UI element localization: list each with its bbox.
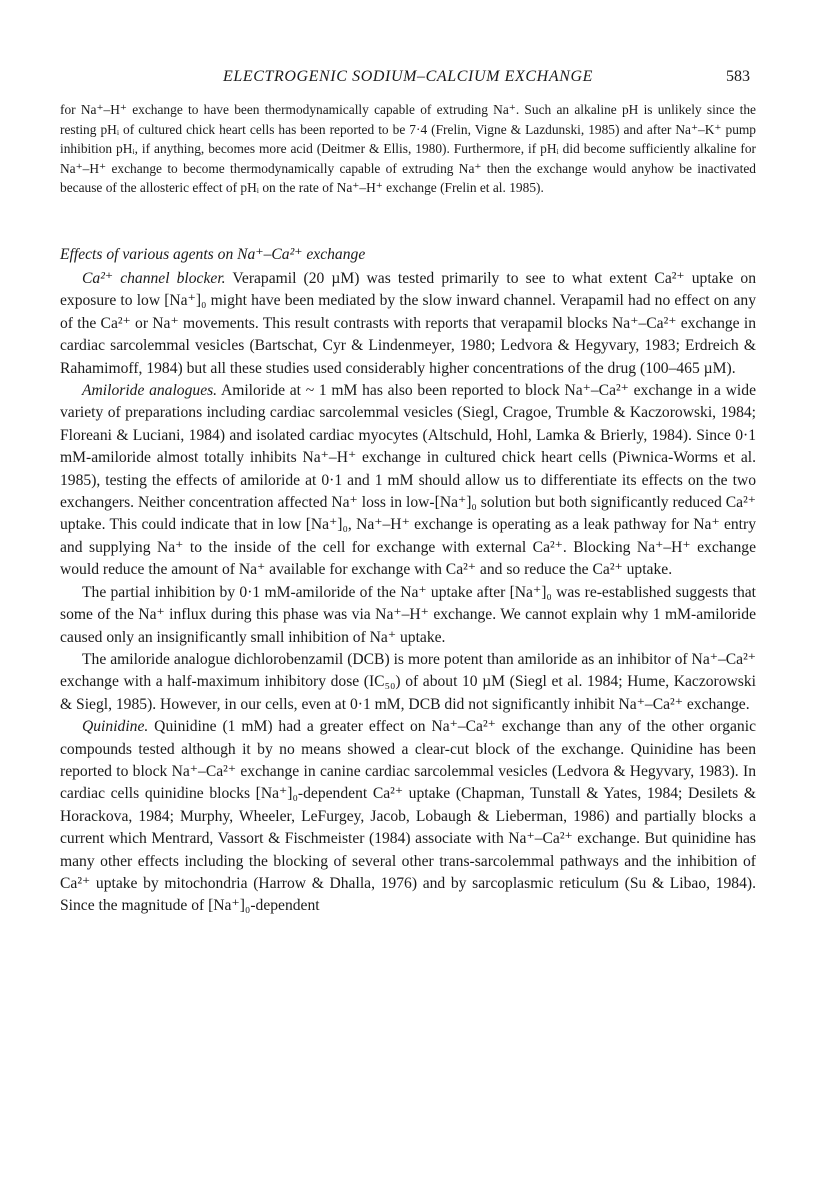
page-number: 583 [726,68,750,85]
runin-heading: Amiloride analogues. [82,382,218,400]
paragraph-dichlorobenzamil [60,649,756,716]
paragraph-amiloride-analogues [60,380,756,582]
page-header [60,66,756,88]
continued-paragraph: for Na⁺–H⁺ exchange to have been thermodynamically capable of extruding Na⁺. Such an alkaline pH is unlikely since the resting pHᵢ of cultured chick heart cells has been reported to be 7·4 (Frelin, Vigne & Lazdunski, 1985) and after Na⁺–K⁺ pump inhibition pHᵢ, if anything, becomes more acid (Deitmer & Ellis, 1980). Furthermore, if pHᵢ did become sufficiently alkaline for Na⁺–H⁺ exchange to become thermodynamically capable of extruding Na⁺ then the exchange would anyhow be inactivated because of the allosteric effect of pHᵢ on the rate of Na⁺–H⁺ exchange (Frelin et al. 1985). [60,102,756,196]
paragraph-partial-inhibition [60,582,756,649]
section-body [60,268,756,918]
paragraph-ca-channel-blocker [60,268,756,380]
section-heading: Effects of various agents on Na⁺–Ca²⁺ exchange [60,246,366,263]
paragraph-text: Verapamil (20 µM) was tested primarily to see to what extent Ca²⁺ uptake on exposure to low [Na⁺]₀ might have been mediated by the slow inward channel. Verapamil had no effect on any of the Ca²⁺ or Na⁺ movements. This result contrasts with reports that verapamil blocks Na⁺–Ca²⁺ exchange in cardiac sarcolemmal vesicles (Bartschat, Cyr & Lindenmeyer, 1980; Ledvora & Hegyvary, 1983; Erdreich & Rahamimoff, 1984) but all these studies used considerably higher concentrations of the drug (100–465 µM). [60,270,756,377]
runin-heading: Ca²⁺ channel blocker. [82,270,226,287]
running-title: ELECTROGENIC SODIUM–CALCIUM EXCHANGE [222,68,594,85]
paragraph-quinidine [60,716,756,918]
paragraph-text: Amiloride at ~ 1 mM has also been reported to block Na⁺–Ca²⁺ exchange in a wide variety of preparations including cardiac sarcolemmal vesicles (Siegl, Cragoe, Trumble & Kaczorowski, 1984; Floreani & Luciani, 1984) and isolated cardiac myocytes (Altschuld, Hohl, Lamka & Brierly, 1984). Since 0·1 mM-amiloride almost totally inhibits Na⁺–H⁺ exchange in cultured chick heart cells (Piwnica-Worms et al. 1985), testing the effects of amiloride at 0·1 and 1 mM should allow us to differentiate its effects on the two exchangers. Neither concentration affected Na⁺ loss in low-[Na⁺]₀ solution but both significantly reduced Ca²⁺ uptake. This could indicate that in low [Na⁺]₀, Na⁺–H⁺ exchange is operating as a leak pathway for Na⁺ entry and supplying Na⁺ to the inside of the cell for exchange with external Ca²⁺. Blocking Na⁺–H⁺ exchange would reduce the amount of Na⁺ available for exchange with Ca²⁺ and so reduce the Ca²⁺ uptake. [60,382,756,579]
paragraph-text: Quinidine (1 mM) had a greater effect on Na⁺–Ca²⁺ exchange than any of the other organic compounds tested although it by no means showed a clear-cut block of the exchange. Quinidine has been reported to block Na⁺–Ca²⁺ exchange in canine cardiac sarcolemmal vesicles (Ledvora & Hegyvary, 1983). In cardiac cells quinidine blocks [Na⁺]₀-dependent Ca²⁺ uptake (Chapman, Tunstall & Yates, 1984; Desilets & Horackova, 1984; Murphy, Wheeler, LeFurgey, Jacob, Lobaugh & Lieberman, 1986) and partially blocks a current which Mentrard, Vassort & Fischmeister (1984) associate with Na⁺–Ca²⁺ exchange. But quinidine has many other effects including the blocking of several other trans-sarcolemmal pathways and the inhibition of Ca²⁺ uptake by mitochondria (Harrow & Dhalla, 1976) and by sarcoplasmic reticulum (Su & Libao, 1984). Since the magnitude of [Na⁺]₀-dependent [60,718,756,915]
runin-heading: Quinidine. [82,718,149,736]
paragraph-text: The partial inhibition by 0·1 mM-amiloride of the Na⁺ uptake after [Na⁺]₀ was re-established suggests that some of the Na⁺ influx during this phase was via Na⁺–H⁺ exchange. We cannot explain why 1 mM-amiloride caused only an insignificantly small inhibition of Na⁺ uptake. [60,583,756,646]
paragraph-text: The amiloride analogue dichlorobenzamil (DCB) is more potent than amiloride as an inhibitor of Na⁺–Ca²⁺ exchange with a half-maximum inhibitory dose (IC₅₀) of about 10 µM (Siegl et al. 1984; Hume, Kaczorowski & Siegl, 1985). However, in our cells, even at 0·1 mM, DCB did not significantly inhibit Na⁺–Ca²⁺ exchange. [60,650,756,713]
